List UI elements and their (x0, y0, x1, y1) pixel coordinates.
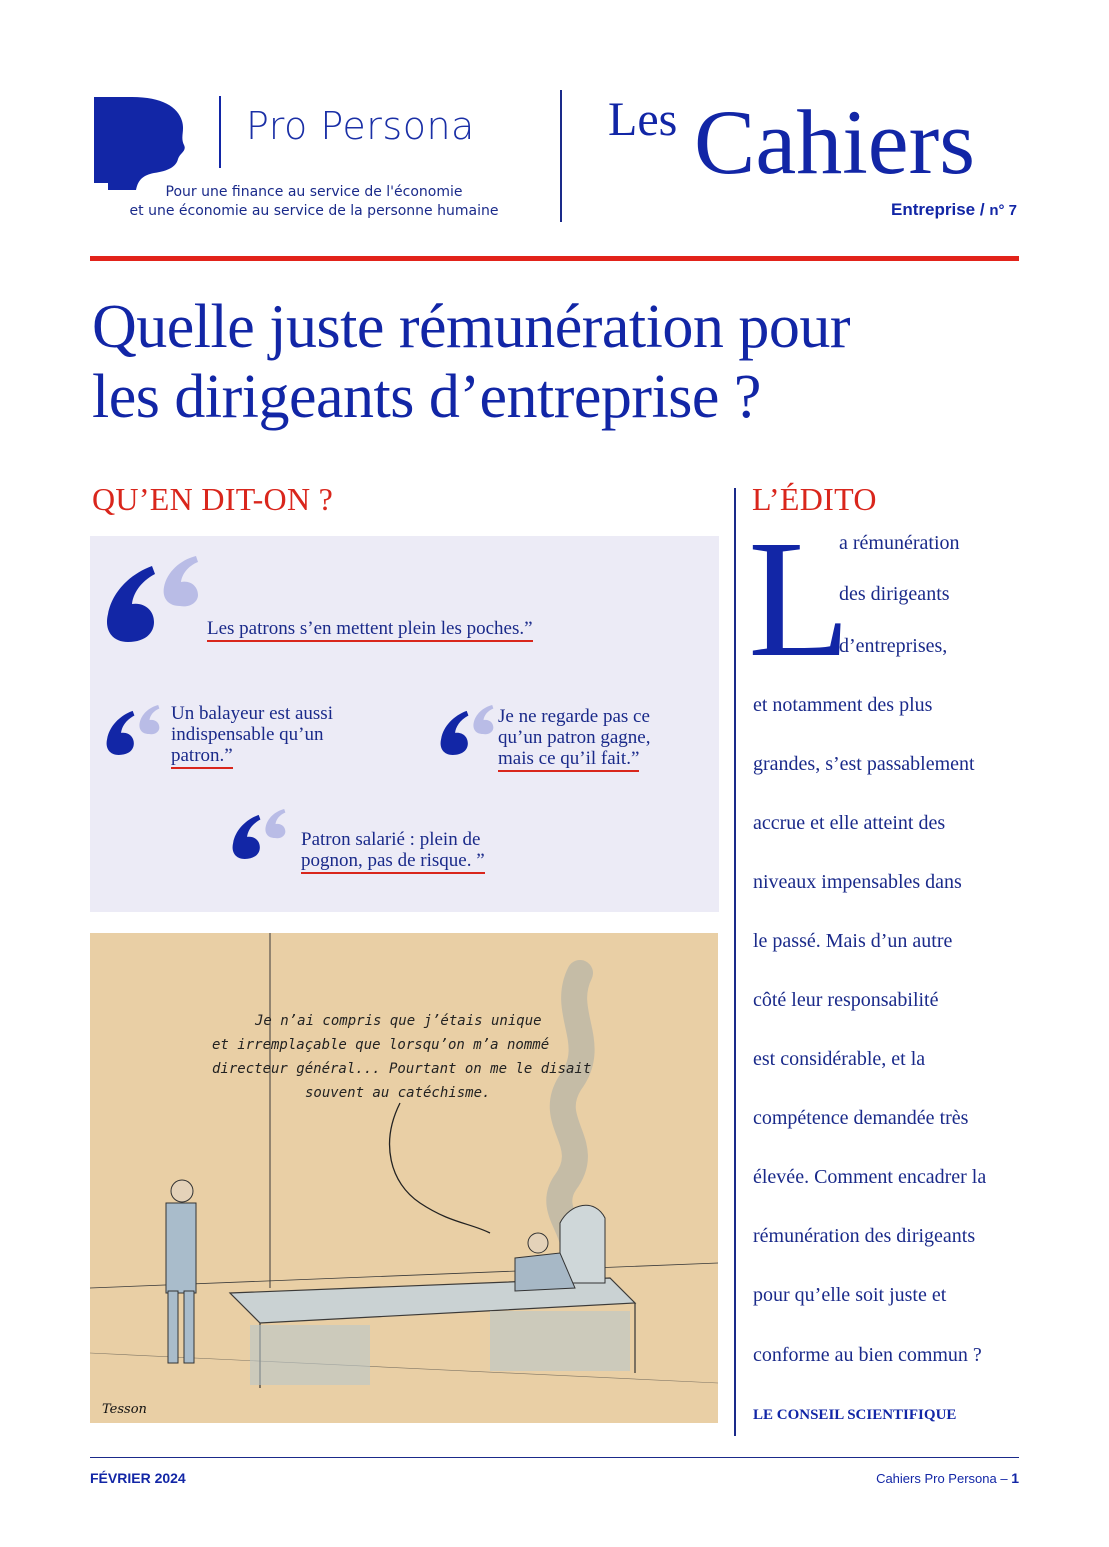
page-title-line-1: Quelle juste rémunération pour (92, 293, 851, 361)
issue-number: n° 7 (989, 202, 1017, 219)
quote-3-line-1: Je ne regarde pas ce (498, 706, 650, 727)
cartoon-caption-line-2: et irremplaçable que lorsqu’on m’a nommé (212, 1037, 550, 1053)
quote-2-line-1: Un balayeur est aussi (171, 703, 333, 724)
quote-3-underlined: mais ce qu’il fait.” (498, 748, 639, 772)
issue-section: Entreprise (891, 200, 976, 219)
cartoon-caption-line-1: Je n’ai compris que j’étais unique (255, 1013, 542, 1029)
edito-line: niveaux impensables dans (753, 871, 962, 893)
edito-line: a rémunération (839, 532, 960, 554)
quote-mark-icon (106, 700, 164, 760)
header-rule (90, 256, 1019, 261)
quote-mark-icon (232, 804, 290, 864)
series-prefix: Les (608, 93, 678, 146)
page-number: 1 (1011, 1470, 1019, 1486)
cartoon-caption-line-4: souvent au catéchisme. (305, 1085, 491, 1101)
column-divider (734, 488, 736, 1436)
edito-line: rémunération des dirigeants (753, 1225, 976, 1247)
pro-persona-logo-icon (92, 95, 192, 190)
series-title: Cahiers (694, 91, 976, 193)
footer-publication (876, 1470, 1019, 1486)
quote-3 (498, 706, 650, 769)
quote-2 (171, 703, 333, 766)
footer-publication-name: Cahiers Pro Persona – (876, 1471, 1008, 1486)
quote-2-underlined: patron.” (171, 745, 233, 769)
tagline-line-2: et une économie au service de la personne humaine (129, 203, 499, 219)
tagline (124, 183, 504, 221)
cartoon-signature: Tesson (102, 1402, 147, 1417)
quote-4 (301, 829, 485, 871)
page-title (92, 292, 1032, 432)
header-divider (560, 90, 562, 222)
edito-signature: LE CONSEIL SCIENTIFIQUE (753, 1407, 957, 1423)
issue-separator: / (979, 200, 985, 219)
quotes-box (90, 536, 719, 912)
edito-line: accrue et elle atteint des (753, 812, 946, 834)
edito-line: conforme au bien commun ? (753, 1344, 982, 1366)
edito-drop-cap: L (748, 506, 851, 692)
edito-line: le passé. Mais d’un autre (753, 930, 953, 952)
quote-3-line-2: qu’un patron gagne, (498, 727, 651, 748)
cartoon-drawing (90, 933, 718, 1423)
edito-line: pour qu’elle soit juste et (753, 1284, 947, 1306)
page-title-line-2: les dirigeants d’entreprise ? (92, 363, 761, 431)
edito-line: et notamment des plus (753, 694, 933, 716)
quote-4-underlined: pognon, pas de risque. ” (301, 850, 485, 874)
tagline-line-1: Pour une finance au service de l'économie (165, 184, 463, 200)
brand-name: Pro Persona (246, 104, 475, 148)
quote-mark-icon (106, 554, 206, 644)
edito-line: des dirigeants (839, 583, 950, 605)
issue-label (891, 200, 1017, 220)
edito-line: côté leur responsabilité (753, 989, 939, 1011)
cartoon-caption-line-3: directeur général... Pourtant on me le disait (212, 1061, 592, 1077)
quote-1-text: Les patrons s’en mettent plein les poches.” (207, 618, 533, 642)
footer-date: FÉVRIER 2024 (90, 1470, 186, 1486)
edito-line: d’entreprises, (839, 635, 948, 657)
edito-line: élevée. Comment encadrer la (753, 1166, 987, 1188)
footer-rule (90, 1457, 1019, 1458)
quotes-heading: QU’EN DIT-ON ? (92, 481, 334, 517)
quote-4-line-1: Patron salarié : plein de (301, 829, 481, 850)
cartoon-illustration (90, 933, 718, 1423)
edito-line: compétence demandée très (753, 1107, 969, 1129)
quote-2-line-2: indispensable qu’un (171, 724, 324, 745)
edito-line: est considérable, et la (753, 1048, 926, 1070)
logo-divider (219, 96, 221, 168)
quote-1 (207, 618, 533, 639)
quote-mark-icon (440, 700, 498, 760)
edito-heading: L’ÉDITO (752, 481, 877, 517)
edito-line: grandes, s’est passablement (753, 753, 975, 775)
